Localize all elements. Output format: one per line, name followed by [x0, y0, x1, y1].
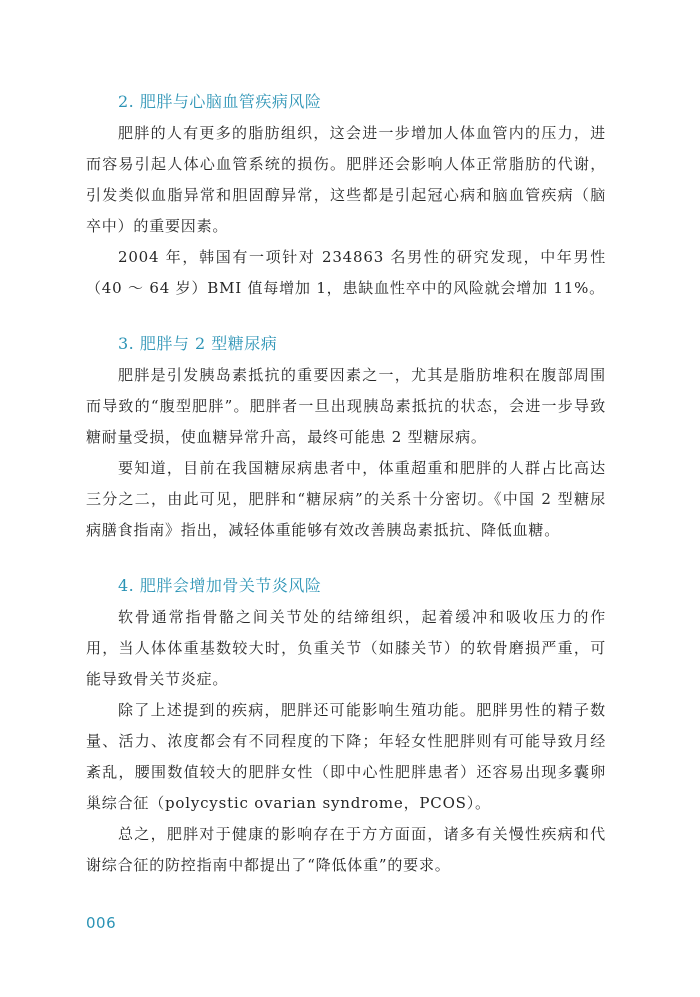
paragraph: 软骨通常指骨骼之间关节处的结缔组织，起着缓冲和吸收压力的作用，当人体体重基数较大时，负重关节（如膝关节）的软骨磨损严重，可能导致骨关节炎症。: [86, 608, 606, 688]
page-body: [86, 86, 606, 905]
paragraph: 除了上述提到的疾病，肥胖还可能影响生殖功能。肥胖男性的精子数量、活力、浓度都会有不同程度的下降；年轻女性肥胖则有可能导致月经紊乱，腰围数值较大的肥胖女性（即中心性肥胖患者）还容易出现多囊卵巢综合征（polycystic ovarian syndrome，PCOS）。: [86, 701, 606, 812]
paragraph: 2004 年，韩国有一项针对 234863 名男性的研究发现，中年男性（40 ～ 64 岁）BMI 值每增加 1，患缺血性卒中的风险就会增加 11%。: [86, 248, 606, 297]
section-heading: 2. 肥胖与心脑血管疾病风险: [118, 92, 322, 111]
paragraph: 肥胖的人有更多的脂肪组织，这会进一步增加人体血管内的压力，进而容易引起人体心血管系统的损伤。肥胖还会影响人体正常脂肪的代谢，引发类似血脂异常和胆固醇异常，这些都是引起冠心病和脑血管疾病（脑卒中）的重要因素。: [86, 124, 606, 235]
section-cardiovascular: [86, 86, 606, 304]
section-diabetes: [86, 328, 606, 546]
section-heading: 3. 肥胖与 2 型糖尿病: [118, 334, 278, 353]
paragraph: 总之，肥胖对于健康的影响存在于方方面面，诸多有关慢性疾病和代谢综合征的防控指南中都提出了“降低体重”的要求。: [86, 825, 606, 874]
paragraph: 要知道，目前在我国糖尿病患者中，体重超重和肥胖的人群占比高达三分之二，由此可见，肥胖和“糖尿病”的关系十分密切。《中国 2 型糖尿病膳食指南》指出，减轻体重能够有效改善胰岛素抵抗、降低血糖。: [86, 459, 606, 539]
section-osteoarthritis: [86, 570, 606, 881]
section-heading: 4. 肥胖会增加骨关节炎风险: [118, 576, 322, 595]
paragraph: 肥胖是引发胰岛素抵抗的重要因素之一，尤其是脂肪堆积在腹部周围而导致的“腹型肥胖”。肥胖者一旦出现胰岛素抵抗的状态，会进一步导致糖耐量受损，使血糖异常升高，最终可能患 2 型糖尿病。: [86, 366, 606, 446]
page-number: 006: [86, 914, 117, 932]
